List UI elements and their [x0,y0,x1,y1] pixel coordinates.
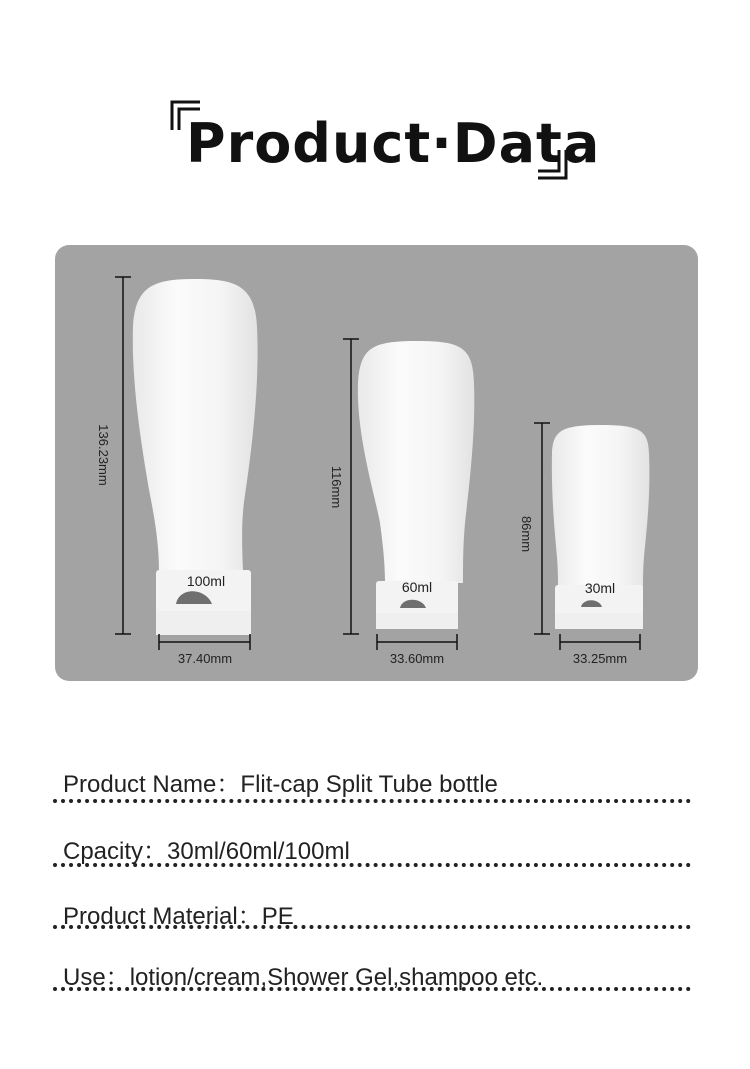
height-dimension-60ml [343,339,359,634]
dotted-divider [53,987,691,991]
product-image-panel [55,245,698,681]
dotted-divider [53,799,691,803]
spec-row-product-name [63,764,693,799]
height-label: 116mm [329,465,344,509]
dotted-divider [53,925,691,929]
bottle-30ml [552,425,650,629]
spec-value: lotion/cream,Shower Gel,shampoo etc. [129,964,544,991]
height-label: 86mm [519,515,534,553]
width-dimension-100ml [159,634,250,650]
width-label: 33.25mm [572,651,628,666]
capacity-label: 60ml [401,579,433,595]
width-label: 37.40mm [177,651,233,666]
capacity-label: 100ml [186,573,226,589]
width-label: 33.60mm [389,651,445,666]
height-dimension-100ml [115,277,131,634]
spec-label: Product Material： [63,903,262,930]
page-title: Product·Data [186,112,601,175]
dotted-divider [53,863,691,867]
width-dimension-30ml [560,634,640,650]
corner-bracket-bottom-right-icon [534,146,568,180]
spec-label: Cpacity： [63,838,168,865]
spec-label: Product Name： [63,771,241,798]
spec-label: Use： [63,964,130,991]
spec-row-capacity [63,831,693,866]
title-section [0,100,750,190]
height-label: 136.23mm [96,424,111,486]
spec-value: Flit-cap Split Tube bottle [240,771,498,798]
capacity-label: 30ml [584,580,616,596]
spec-value: 30ml/60ml/100ml [167,838,350,865]
height-dimension-30ml [534,423,550,634]
spec-value: PE [261,903,294,930]
width-dimension-60ml [377,634,457,650]
